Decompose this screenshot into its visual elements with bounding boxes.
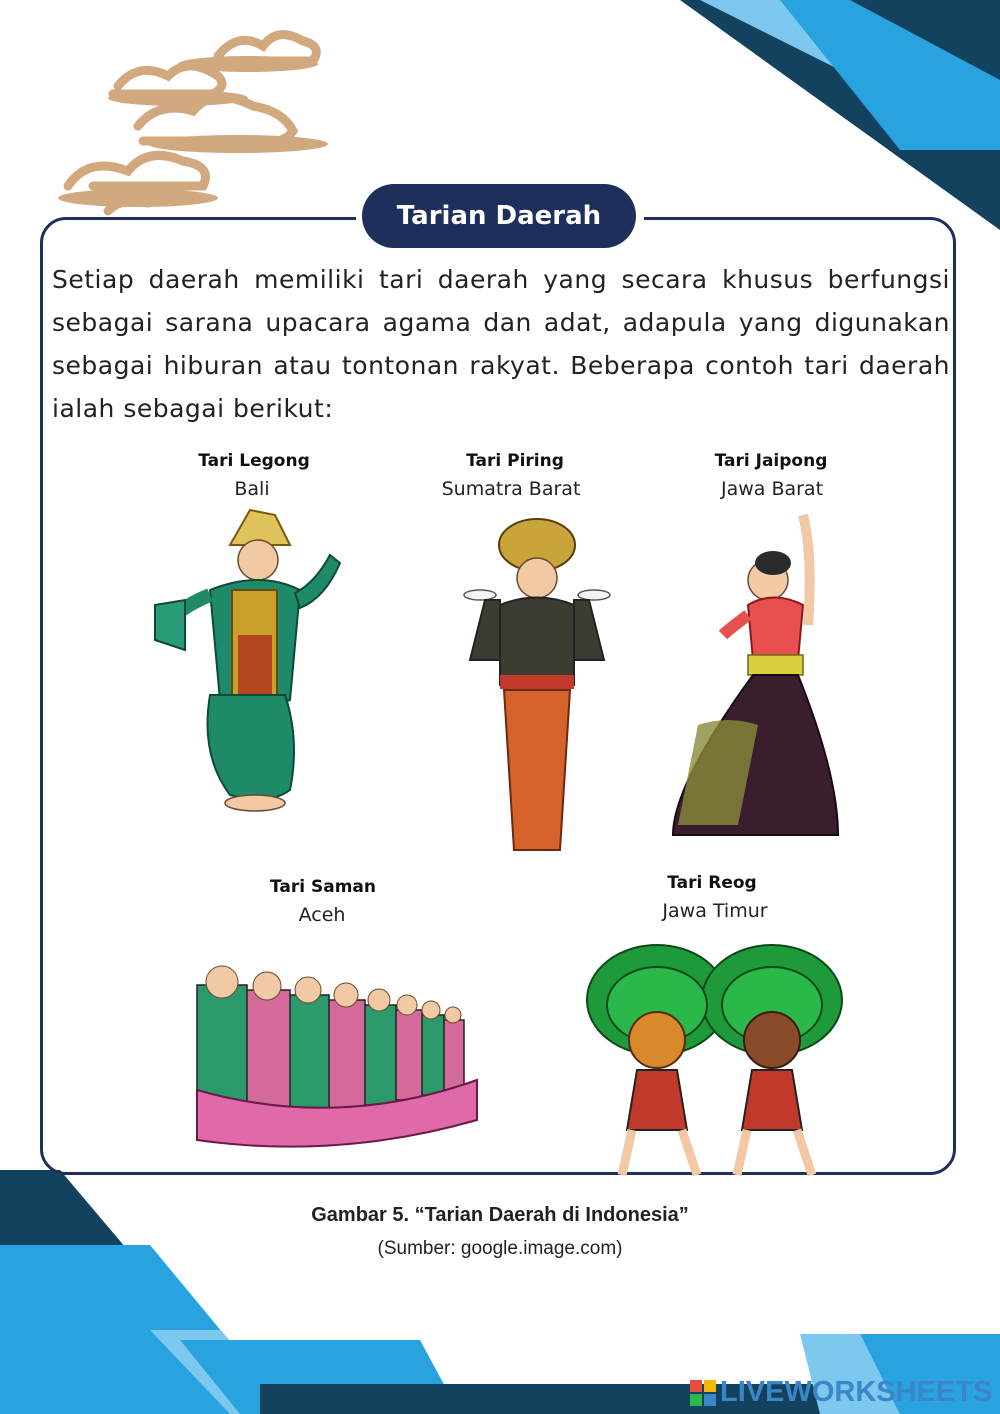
dance-name-legong: Tari Legong <box>198 451 310 471</box>
intro-paragraph: Setiap daerah memiliki tari daerah yang secara khusus berfungsi sebagai sarana upacara agama dan adat, adapula yang digunakan sebagai hiburan atau tontonan rakyat. Beberapa contoh tari daerah ialah sebagai berikut: <box>52 265 950 423</box>
section-title: Tarian Daerah <box>396 201 602 231</box>
watermark-text: LIVEWORKSHEETS <box>720 1376 993 1408</box>
dance-name-reog: Tari Reog <box>667 873 757 893</box>
section-title-badge <box>362 184 636 248</box>
dance-region-jaipong: Jawa Barat <box>720 478 824 500</box>
legong-dancer-illustration <box>150 505 350 820</box>
piring-dancer-illustration <box>462 510 612 855</box>
dance-name-saman: Tari Saman <box>269 877 376 897</box>
dance-region-legong: Bali <box>234 478 270 500</box>
figure-caption-source: (Sumber: google.image.com) <box>377 1238 623 1259</box>
liveworksheets-watermark <box>690 1376 992 1409</box>
dance-region-saman: Aceh <box>298 904 346 926</box>
dance-region-piring: Sumatra Barat <box>441 478 581 500</box>
figure-caption-title: Gambar 5. “Tarian Daerah di Indonesia” <box>311 1204 689 1226</box>
reog-dancers-illustration <box>582 940 844 1180</box>
dance-name-piring: Tari Piring <box>466 451 564 471</box>
cloud-ornament <box>48 26 338 216</box>
dance-region-reog: Jawa Timur <box>662 900 768 922</box>
dance-name-jaipong: Tari Jaipong <box>714 451 828 471</box>
saman-dancers-illustration <box>192 960 482 1150</box>
jaipong-dancer-illustration <box>668 505 843 840</box>
liveworksheets-logo-icon <box>690 1380 716 1406</box>
